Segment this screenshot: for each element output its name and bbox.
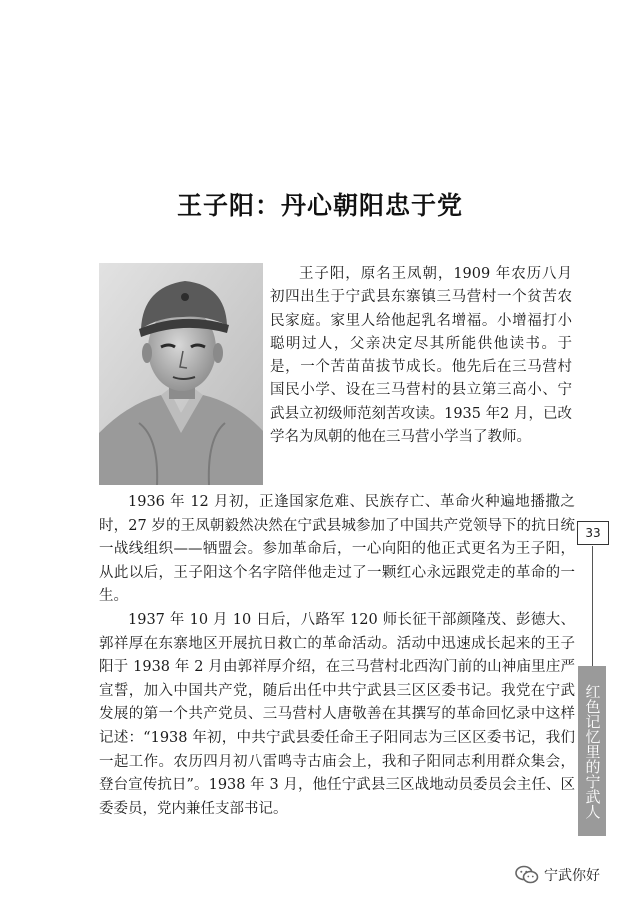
wechat-watermark [515,862,600,888]
wechat-icon [515,865,539,885]
portrait-photo [99,263,263,485]
page-title: 王子阳：丹心朝阳忠于党 [176,191,463,220]
book-section-tab: 红色记忆里的宁武人 [578,666,606,836]
intro-paragraph: 王子阳，原名王凤朝，1909 年农历八月初四出生于宁武县东寨镇三马营村一个贫苦农民家庭。家里人给他起乳名增福。小增福打小聪明过人，父亲决定尽其所能供他读书。于是，一个苦苗苗拔节成长。他先后在三马营村国民小学、设在三马营村的县立第三高小、宁武县立初级师范刻苦攻读。1935 年2 月，已改学名为凤朝的他在三马营小学当了教师。 [270,266,572,446]
portrait-image [99,263,263,485]
tab-divider-line [592,546,593,666]
body-text [99,491,575,821]
paragraph-2: 1937 年 10 月 10 日后，八路军 120 师长征干部颜隆茂、彭德大、郭祥厚在东寨地区开展抗日救亡的革命活动。活动中迅速成长起来的王子阳于 1938 年 2 月由郭祥厚介绍，在三马营村北西沟门前的山神庙里庄严宣誓，加入中国共产党，随后出任中共宁武县三区区委书记。我党在宁武发展的第一个共产党员、三马营村人唐敬善在其撰写的革命回忆录中这样记述：“1938 年初，中共宁武县委任命王子阳同志为三区区委书记，我们一起工作。农历四月初八雷鸣寺古庙会上，我和子阳同志利用群众集会，登台宣传抗日”。1938 年 3 月，他任宁武县三区战地动员委员会主任、区委委员，党内兼任支部书记。 [99,611,575,817]
page-number: 33 [577,521,609,545]
watermark-label: 宁武你好 [544,868,600,884]
intro-text [270,263,572,449]
paragraph-1: 1936 年 12 月初，正逢国家危难、民族存亡、革命火种遍地播撒之时，27 岁的王凤朝毅然决然在宁武县城参加了中国共产党领导下的抗日统一战线组织——牺盟会。参加革命后，一心向阳的他正式更名为王子阳，从此以后，王子阳这个名字陪伴他走过了一颗红心永远跟党走的革命的一生。 [99,494,575,605]
